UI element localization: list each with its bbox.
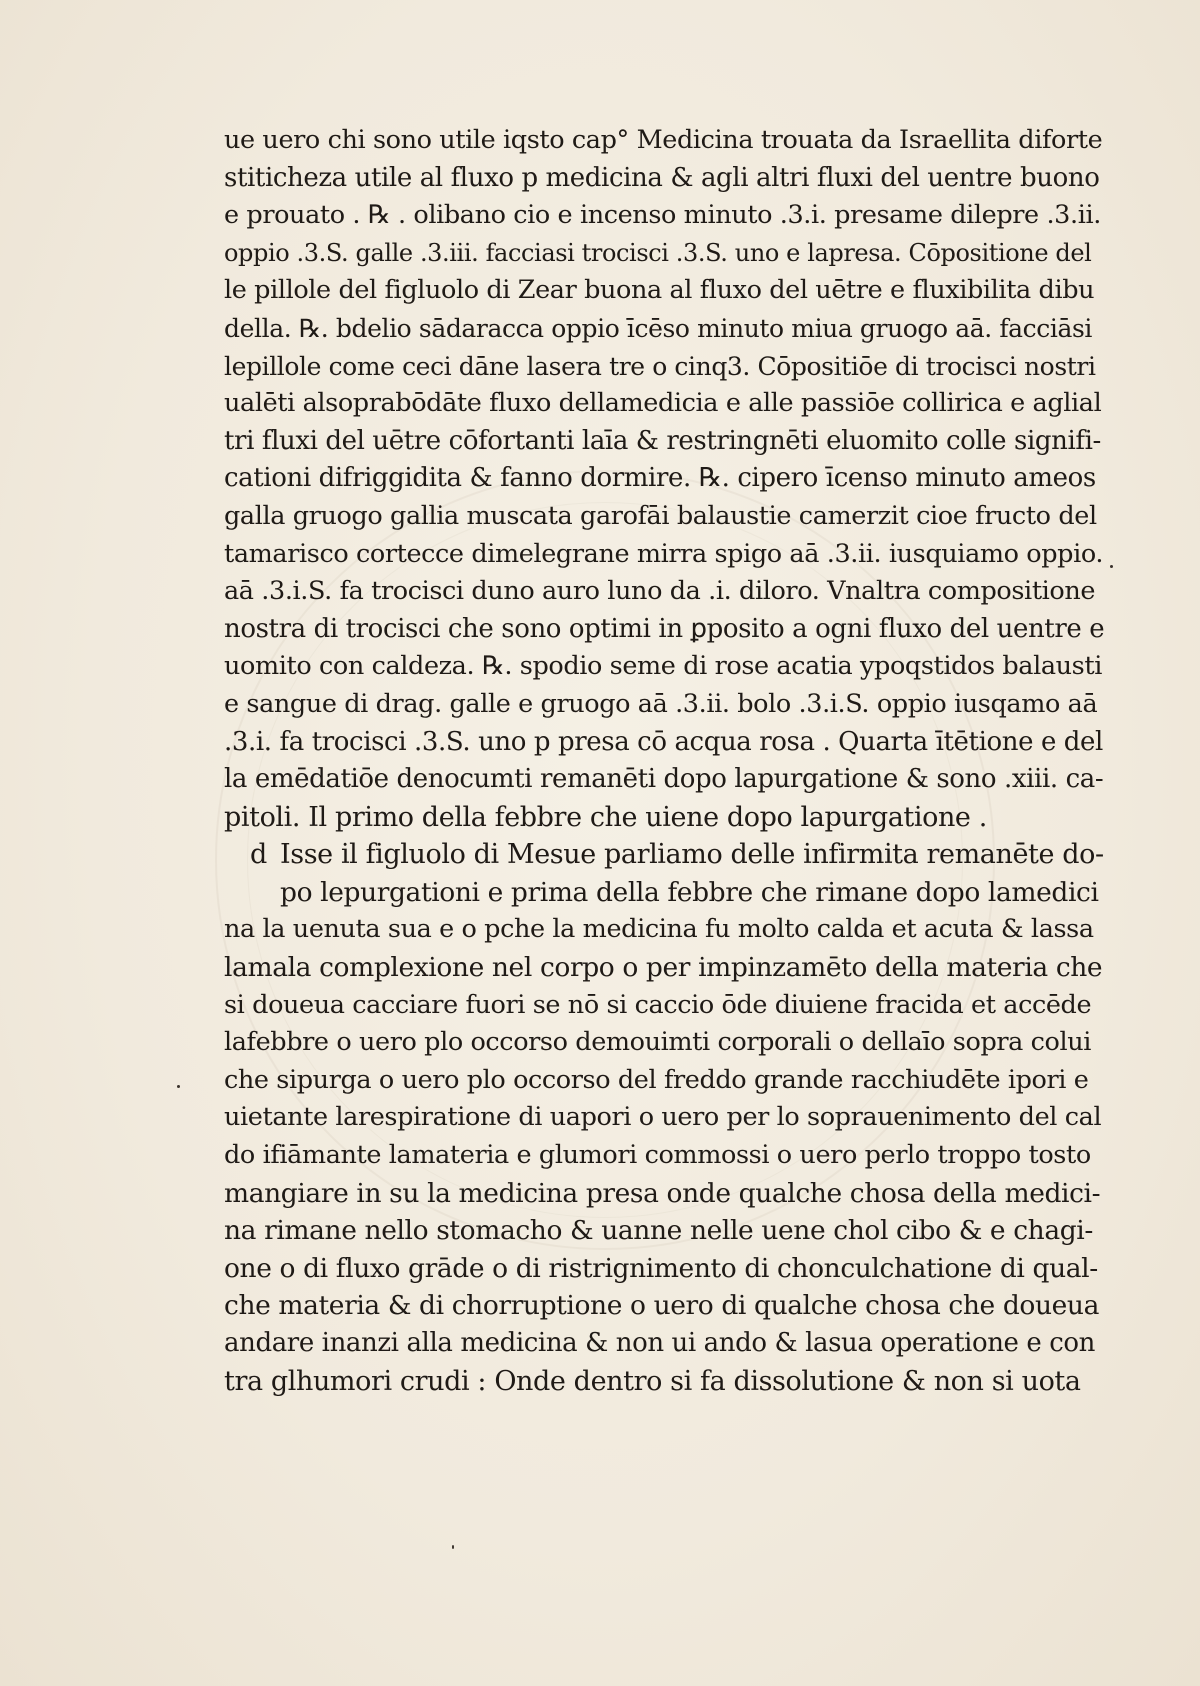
text-line: nostra di trocisci che sono optimi in ꝑposito a ogni fluxo del uentre e — [224, 613, 1105, 644]
text-line: ue uero chi sono utile iqsto cap° Medicina trouata da Israellita diforte — [224, 125, 1103, 155]
text-line: mangiare in su la medicina presa onde qualche chosa della medici- — [224, 1177, 1101, 1209]
text-line: le pillole del figluolo di Zear buona al fluxo del uētre e fluxibilita dibu — [224, 275, 1095, 306]
text-line: .3.i. fa trocisci .3.S. uno p presa cō acqua rosa . Quarta ītētione e del — [224, 726, 1103, 757]
text-line: uomito con caldeza. ℞. spodio seme di rose acatia ypoqstidos balausti — [224, 651, 1102, 682]
ink-speck — [452, 1545, 454, 1549]
text-line-content: Isse il figluolo di Mesue parliamo delle infirmita remanēte do- — [280, 839, 1104, 871]
text-line: stiticheza utile al fluxo p medicina & agli altri fluxi del uentre buono — [224, 162, 1100, 193]
text-line: cationi difriggidita & fanno dormire. ℞. cipero īcenso minuto ameos — [224, 463, 1096, 494]
guide-letter-initial: d — [250, 839, 267, 871]
text-line: aā .3.i.S. fa trocisci duno auro luno da .i. diloro. Vnaltra compositione — [224, 576, 1096, 607]
text-line: si doueua cacciare fuori se nō si caccio ōde diuiene fracida et accēde — [224, 989, 1092, 1020]
text-line: galla gruogo gallia muscata garofāi balaustie camerzit cioe fructo del — [224, 500, 1097, 531]
text-line: na rimane nello stomacho & uanne nelle uene chol cibo & e chagi- — [224, 1215, 1093, 1247]
text-line: tra glhumori crudi : Onde dentro si fa dissolutione & non si uota — [224, 1365, 1081, 1397]
ink-speck — [177, 1085, 180, 1088]
text-line: tamarisco cortecce dimelegrane mirra spigo aā .3.ii. iusquiamo oppio. — [224, 538, 1104, 569]
text-line: della. ℞. bdelio sādaracca oppio īcēso minuto miua gruogo aā. facciāsi — [224, 313, 1093, 343]
ink-speck — [1110, 565, 1113, 568]
text-line: la emēdatiōe denocumti remanēti dopo lapurgatione & sono .xiii. ca- — [224, 764, 1104, 795]
text-line: one o di fluxo grāde o di ristrignimento di chonculchatione di qual- — [224, 1252, 1098, 1284]
text-line: lamala complexione nel corpo o per impinzamēto della materia che — [224, 952, 1103, 984]
text-line: tri fluxi del uētre cōfortanti laīa & restringnēti eluomito colle signifi- — [224, 425, 1101, 456]
text-line: che materia & di chorruptione o uero di qualche chosa che doueua — [224, 1290, 1099, 1322]
text-line: pitoli. Il primo della febbre che uiene dopo lapurgatione . — [224, 801, 987, 833]
text-line: oppio .3.S. galle .3.iii. facciasi trocisci .3.S. uno e lapresa. Cōpositione del — [224, 238, 1092, 267]
text-line-with-initial — [224, 836, 1104, 874]
text-block — [224, 122, 1104, 1400]
text-line: do ifiāmante lamateria e glumori commossi o uero perlo troppo tosto — [224, 1140, 1091, 1171]
text-line: lafebbre o uero plo occorso demouimti corporali o dellaīo sopra colui — [224, 1027, 1092, 1058]
text-line: na la uenuta sua e o pche la medicina fu molto calda et acuta & lassa — [224, 914, 1094, 945]
text-line: andare inanzi alla medicina & non ui ando & lasua operatione e con — [224, 1328, 1096, 1358]
text-line: che sipurga o uero plo occorso del freddo grande racchiudēte ipori e — [224, 1064, 1089, 1095]
text-line: uietante larespiratione di uapori o uero per lo soprauenimento del cal — [224, 1102, 1102, 1133]
text-line: po lepurgationi e prima della febbre che rimane dopo lamedici — [280, 876, 1099, 908]
text-line: e prouato . ℞ . olibano cio e incenso minuto .3.i. presame dilepre .3.ii. — [224, 200, 1101, 231]
text-line: lepillole come ceci dāne lasera tre o cinq3. Cōpositiōe di trocisci nostri — [224, 351, 1096, 381]
text-line: e sangue di drag. galle e gruogo aā .3.ii. bolo .3.i.S. oppio iusqamo aā — [224, 688, 1098, 719]
text-line: ualēti alsoprabōdāte fluxo dellamedicia e alle passiōe collirica e aglial — [224, 388, 1102, 419]
